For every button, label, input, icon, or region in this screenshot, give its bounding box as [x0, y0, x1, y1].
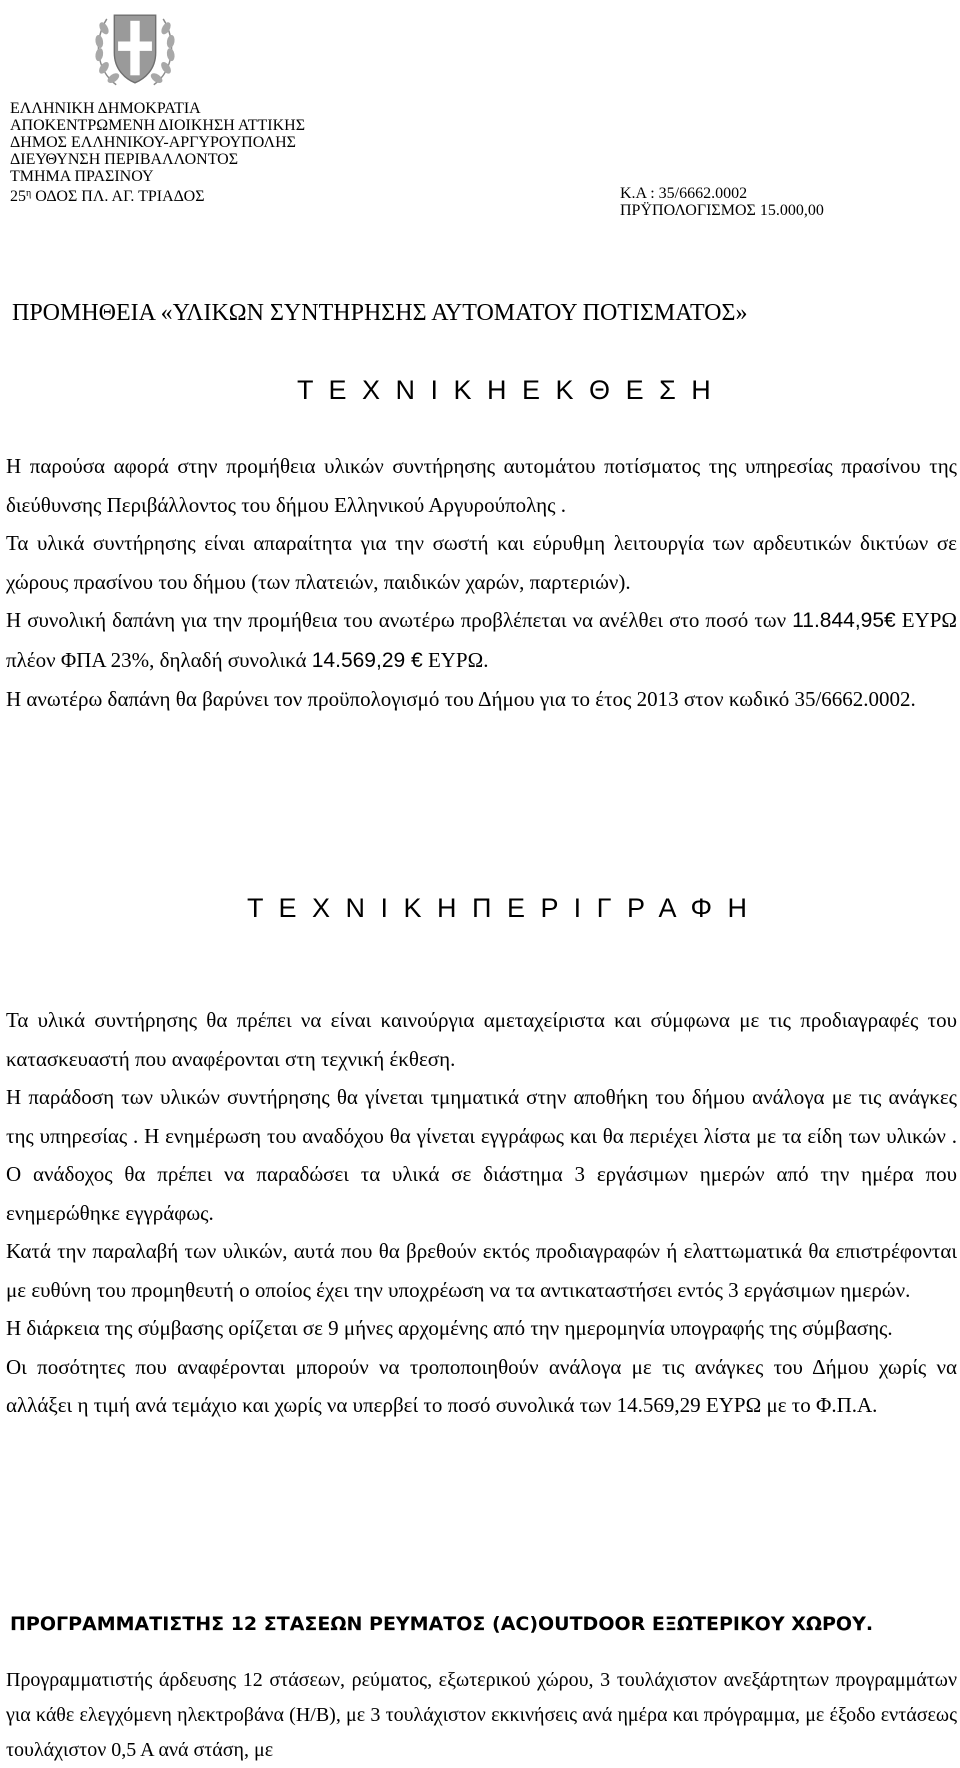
report-cost-paragraph: Η συνολική δαπάνη για την προμήθεια του ανωτέρω προβλέπεται να ανέλθει στο ποσό των 11.844,95€ ΕΥΡΩ πλέον ΦΠΑ 23%, δηλαδή συνολικά 14.569,29 € ΕΥΡΩ. [6, 608, 958, 672]
address-street: ΟΔΟΣ ΠΛ. ΑΓ. ΤΡΙΑΔΟΣ [31, 188, 205, 205]
technical-report-heading: Τ Ε Χ Ν Ι Κ Η Ε Κ Θ Ε Σ Η [297, 375, 715, 405]
technical-description-heading: Τ Ε Χ Ν Ι Κ Η Π Ε Ρ Ι Γ Ρ Α Φ Η [247, 893, 752, 923]
header-municipality: ΔΗΜΟΣ ΕΛΛΗΝΙΚΟΥ-ΑΡΓΥΡΟΥΠΟΛΗΣ [10, 134, 296, 151]
header-department: ΤΜΗΜΑ ΠΡΑΣΙΝΟΥ [10, 168, 154, 185]
description-paragraph: Τα υλικά συντήρησης θα πρέπει να είναι καινούργια αμεταχείριστα και σύμφωνα με τις προδιαγραφές του κατασκευαστή που αναφέρονται στη τεχνική έκθεση. [6, 1008, 957, 1071]
description-paragraph: Η παράδοση των υλικών συντήρησης θα γίνεται τμηματικά στην αποθήκη του δήμου ανάλογα με τις ανάγκες της υπηρεσίας . Η ενημέρωση του αναδόχου θα γίνεται εγγράφως και θα περιέχει λίστα με τα είδη των υλικών . Ο ανάδοχος θα πρέπει να παραδώσει τα υλικά σε διάστημα 3 εργάσιμων ημερών από την ημέρα που ενημερώθηκε εγγράφως. [6, 1085, 957, 1225]
header-country: ΕΛΛΗΝΙΚΗ ΔΗΜΟΚΡΑΤΙΑ [10, 100, 201, 117]
item-heading: ΠΡΟΓΡΑΜΜΑΤΙΣΤΗΣ 12 ΣΤΑΣΕΩΝ ΡΕΥΜΑΤΟΣ (AC)OUTDOOR ΕΞΩΤΕΡΙΚΟΥ ΧΩΡΟΥ. [10, 1613, 874, 1635]
net-amount: 11.844,95€ [792, 609, 896, 632]
description-paragraph: Κατά την παραλαβή των υλικών, αυτά που θα βρεθούν εκτός προδιαγραφών ή ελαττωματικά θα επιστρέφονται με ευθύνη του προμηθευτή ο οποίος έχει την υποχρέωση να τα αντικαταστήσει εντός 3 εργάσιμων ημερών. [6, 1239, 957, 1302]
description-paragraph: Οι ποσότητες που αναφέρονται μπορούν να τροποποιηθούν ανάλογα με τις ανάγκες του Δήμου χωρίς να αλλάξει η τιμή ανά τεμάχιο και χωρίς να υπερβεί το ποσό συνολικά των 14.569,29 ΕΥΡΩ με το Φ.Π.Α. [6, 1354, 957, 1417]
report-paragraph: Η ανωτέρω δαπάνη θα βαρύνει τον προϋπολογισμό του Δήμου για το έτος 2013 στον κωδικό 35/6662.0002. [6, 687, 916, 711]
header-address [10, 186, 205, 206]
report-paragraph: Τα υλικά συντήρησης είναι απαραίτητα για την σωστή και εύρυθμη λειτουργία των αρδευτικών δικτύων σε χώρους πρασίνου του δήμου (των πλατειών, παιδικών χαρών, παρτεριών). [6, 531, 957, 594]
address-superscript: η [26, 188, 32, 199]
document-title: ΠΡΟΜΗΘΕΙΑ «ΥΛΙΚΩΝ ΣΥΝΤΗΡΗΣΗΣ ΑΥΤΟΜΑΤΟΥ ΠΟΤΙΣΜΑΤΟΣ» [12, 300, 748, 326]
header-administration: ΑΠΟΚΕΝΤΡΩΜΕΝΗ ΔΙΟΙΚΗΣΗ ΑΤΤΙΚΗΣ [10, 117, 306, 134]
description-paragraph: Η διάρκεια της σύμβασης ορίζεται σε 9 μήνες αρχομένης από την ημερομηνία υπογραφής της σύμβασης. [6, 1316, 893, 1340]
header-directorate: ΔΙΕΥΘΥΝΣΗ ΠΕΡΙΒΑΛΛΟΝΤΟΣ [10, 151, 239, 168]
total-amount: 14.569,29 € [311, 648, 423, 672]
technical-report-body [6, 447, 957, 719]
budget-amount: ΠΡΫΠΟΛΟΓΙΣΜΟΣ 15.000,00 [620, 202, 824, 219]
report-paragraph: Η παρούσα αφορά στην προμήθεια υλικών συντήρησης αυτομάτου ποτίσματος της υπηρεσίας πρασίνου της διεύθυνσης Περιβάλλοντος του δήμου Ελληνικού Αργυρούπολης . [6, 454, 957, 517]
item-description: Προγραμματιστής άρδευσης 12 στάσεων, ρεύματος, εξωτερικού χώρου, 3 τουλάχιστον ανεξάρτητων προγραμμάτων για κάθε ελεγχόμενη ηλεκτροβάνα (Η/Β), με 3 τουλάχιστον εκκινήσεις ανά ημέρα και πρόγραμμα, με έξοδο εντάσεως τουλάχιστον 0,5 Α ανά στάση, με [6, 1669, 957, 1761]
technical-description-body [6, 1001, 957, 1425]
budget-code: Κ.Α : 35/6662.0002 [620, 185, 748, 202]
address-number: 25 [10, 188, 26, 205]
coat-of-arms-emblem [88, 2, 182, 96]
